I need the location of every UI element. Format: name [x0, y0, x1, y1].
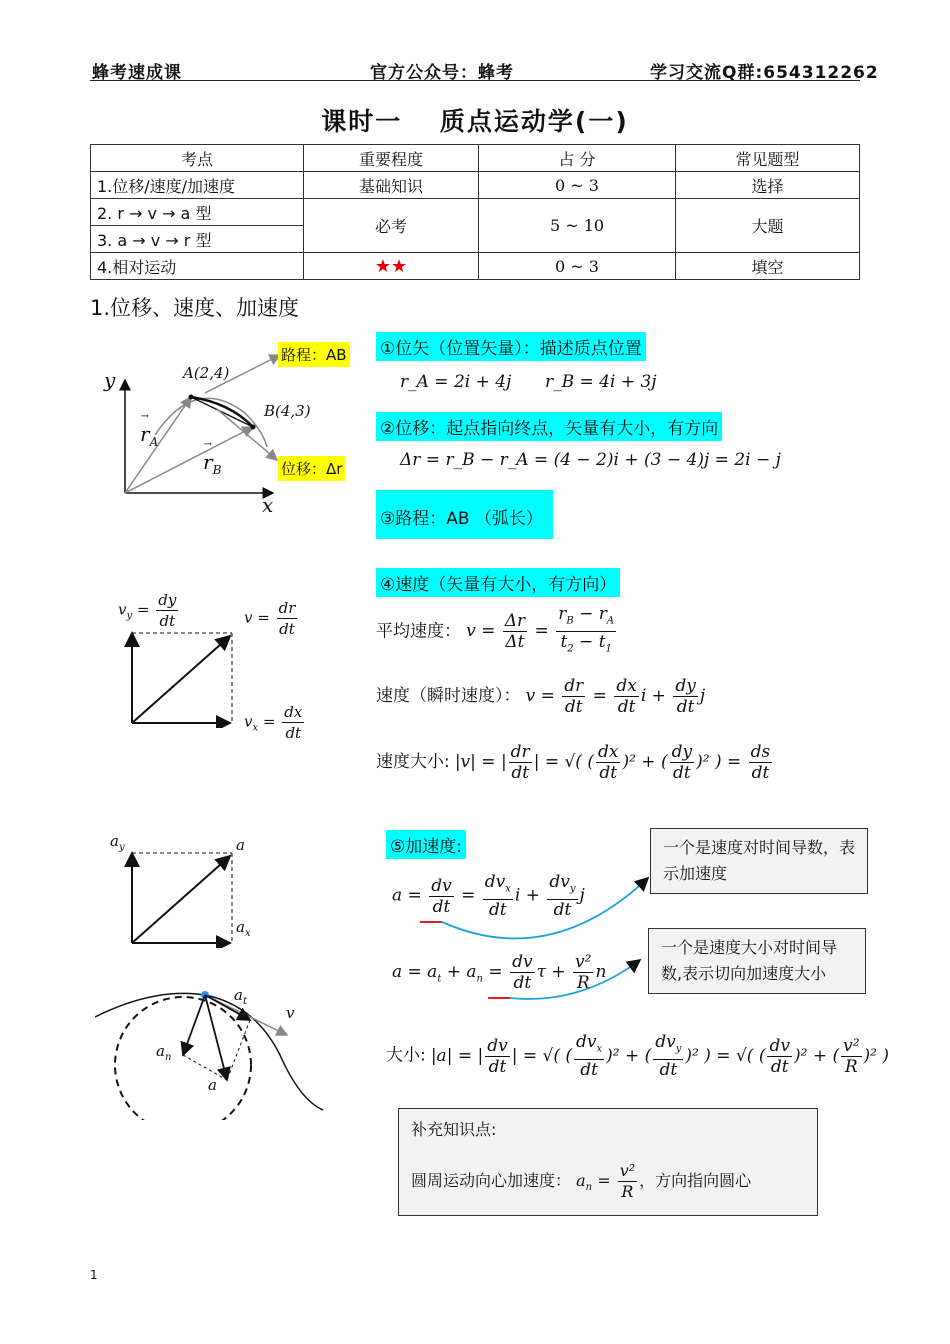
key-points-table [90, 144, 860, 280]
col-header: 重要程度 [304, 145, 479, 172]
axis-x-label: x [262, 493, 274, 517]
supplement-box [398, 1108, 818, 1216]
ra-equation: r_A = 2i + 4j [400, 372, 512, 392]
path-heading: ③路程：AB （弧长） [376, 490, 553, 539]
v-formula: v = $\frac{dr}{dt}$ [244, 599, 296, 638]
callout-tangential: 一个是速度大小对时间导数,表示切向加速度大小 [648, 928, 866, 994]
inst-velocity-formula: v = $\frac{dr}{dt}$ = $\frac{dx}{dt}$ i + $\frac{dy}{dt}$ j [525, 676, 706, 717]
col-header: 考点 [91, 145, 304, 172]
cell-type: 填空 [676, 253, 860, 280]
header-right: 学习交流Q群:654312262 [650, 63, 879, 83]
cell-score: 0 ~ 3 [479, 172, 676, 199]
tangential-normal-diagram [95, 975, 335, 1120]
cell-topic: 4.相对运动 [91, 253, 304, 280]
page-title: 课时一 质点运动学(一) [321, 107, 629, 136]
cell-importance: 必考 [304, 199, 479, 253]
vector-ra-label: → $r_A$ [140, 422, 158, 449]
displacement-heading: ②位移：起点指向终点，矢量有大小，有方向 [376, 412, 722, 441]
magnitude-formula: |a| = | $\frac{dv}{dt}$ | = √( ( $\frac{dv_x}{dt}$ )² + ( $\frac{dv_y}{dt}$ )² ) = √( ( $\frac{dv}{dt}$ )² + ( $\frac{\text{v²}}{R}$ )² ) [430, 1032, 890, 1081]
col-header: 占 分 [479, 145, 676, 172]
speed-label: 速度大小: [376, 752, 450, 772]
at-label: $a_t$ [234, 986, 247, 1007]
a-label: a [236, 836, 245, 854]
importance-stars: ★★ [304, 253, 479, 280]
inst-velocity-row [376, 676, 705, 717]
inst-velocity-label: 速度（瞬时速度）： [376, 686, 521, 706]
velocity-heading: ④速度（矢量有大小，有方向） [376, 568, 620, 597]
avg-velocity-row [376, 604, 618, 660]
displacement-label: 位移：Δr [278, 456, 345, 481]
an-label: $a_n$ [156, 1042, 172, 1063]
path-label: 路程：AB [278, 342, 350, 367]
velocity-components-diagram [120, 628, 250, 728]
section-heading: 1.位移、速度、加速度 [90, 296, 300, 320]
acceleration-components-diagram [120, 848, 250, 948]
speed-row [376, 742, 774, 783]
header-left: 蜂考速成课 [92, 63, 182, 83]
v-tangent-label: v [286, 1004, 295, 1022]
avg-velocity-formula: v = $\frac{\Delta r}{\Delta t}$ = $\frac{r_B - r_A}{t_2 - t_1}$ [466, 604, 615, 655]
vy-formula: $v_y$ = $\frac{dy}{dt}$ [118, 591, 177, 630]
vector-rb-label: → $r_B$ [203, 450, 221, 477]
cell-topic: 3. a → v → r 型 [91, 226, 304, 253]
table-row [91, 199, 860, 226]
rb-equation: r_B = 4i + 3j [545, 372, 657, 392]
accel-formula-2: $a = a_t + a_n$ = $\frac{dv}{dt}$ τ + $\frac{\text{v²}}{R}$ n [392, 952, 607, 993]
supplement-content: 圆周运动向心加速度： [411, 1171, 572, 1190]
supplement-title: 补充知识点: [411, 1120, 497, 1139]
callout-connectors [380, 860, 670, 1010]
magnitude-row [386, 1032, 889, 1080]
accel-formula-1: a = $\frac{dv}{dt}$ = $\frac{dv_x}{dt}$ i + $\frac{dv_y}{dt}$ j [392, 872, 585, 921]
ax-label: $a_x$ [236, 918, 251, 939]
table-row [91, 253, 860, 280]
displacement-equation: Δr = r_B − r_A = (4 − 2)i + (3 − 4)j = 2i − j [400, 450, 781, 470]
a-total-label: a [208, 1076, 217, 1094]
cell-type: 选择 [676, 172, 860, 199]
point-b-label: B(4,3) [264, 402, 311, 420]
acceleration-heading: ⑤加速度: [386, 830, 466, 859]
cell-topic: 1.位移/速度/加速度 [91, 172, 304, 199]
position-vector-heading: ①位矢（位置矢量）：描述质点位置 [376, 332, 646, 361]
header-center: 官方公众号：蜂考 [370, 63, 514, 83]
cell-topic: 2. r → v → a 型 [91, 199, 304, 226]
speed-formula: |v| = | $\frac{dr}{dt}$ | = √( ( $\frac{dx}{dt}$ )² + ( $\frac{dy}{dt}$ )² ) = $\frac{ds}{dt}$ [454, 742, 771, 783]
centripetal-formula: $a_n$ = $\frac{\text{v²}}{R}$ [576, 1161, 636, 1201]
axis-y-label: y [104, 368, 116, 392]
ay-label: $a_y$ [110, 832, 125, 853]
header-rule [90, 80, 860, 81]
cell-type: 大题 [676, 199, 860, 253]
cell-score: 0 ~ 3 [479, 253, 676, 280]
cell-score: 5 ~ 10 [479, 199, 676, 253]
magnitude-label: 大小: [386, 1045, 426, 1066]
point-a-label: A(2,4) [183, 364, 230, 382]
col-header: 常见题型 [676, 145, 860, 172]
page-number: 1 [90, 1268, 98, 1282]
cell-importance: 基础知识 [304, 172, 479, 199]
table-header-row [91, 145, 860, 172]
supplement-suffix: ，方向指向圆心 [639, 1171, 752, 1190]
table-row [91, 172, 860, 199]
avg-velocity-label: 平均速度： [376, 621, 461, 642]
vx-formula: $v_x$ = $\frac{dx}{dt}$ [244, 703, 303, 742]
callout-derivative: 一个是速度对时间导数，表示加速度 [650, 828, 868, 894]
supplement-row [411, 1161, 805, 1202]
